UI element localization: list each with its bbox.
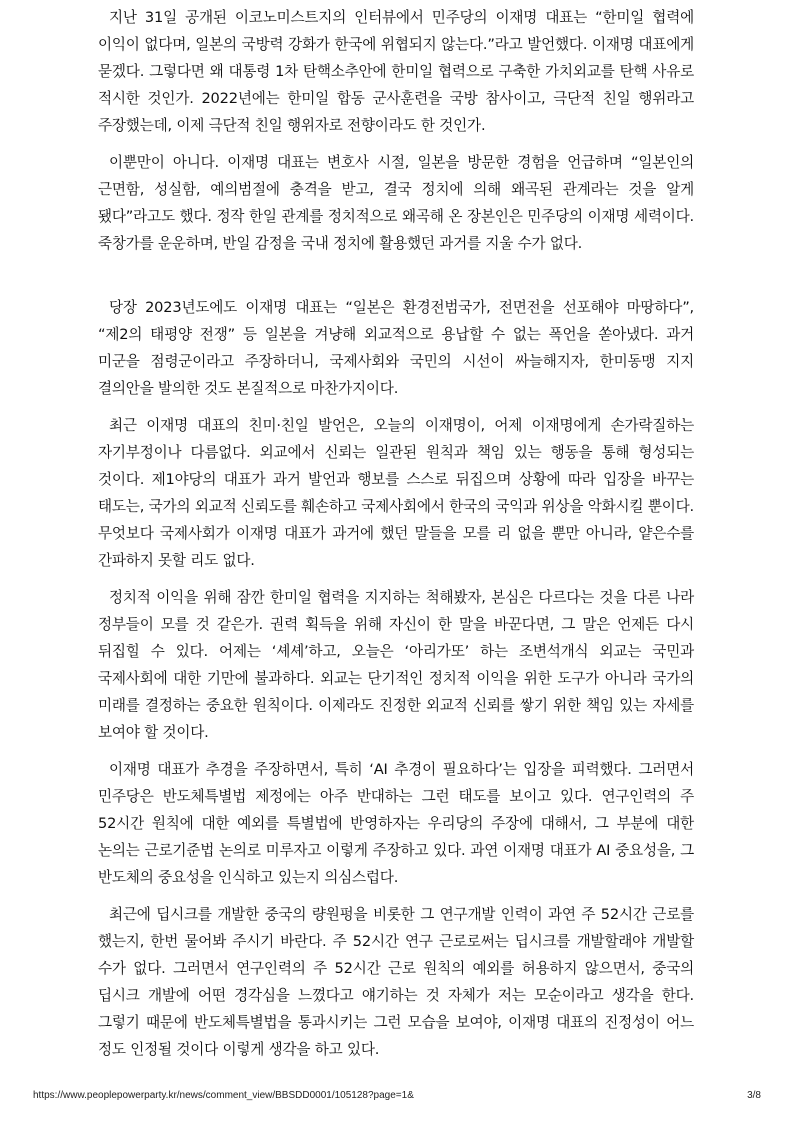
footer-url: https://www.peoplepowerparty.kr/news/comment_view/BBSDD0001/105128?page=1& <box>33 1090 414 1101</box>
print-footer <box>33 1090 761 1101</box>
article-body <box>98 5 694 1058</box>
paragraph-7: 최근에 딥시크를 개발한 중국의 량원펑을 비롯한 그 연구개발 인력이 과연 주 52시간 근로를 했는지, 한번 물어봐 주시기 바란다. 주 52시간 연구 근로로써는 딥시크를 개발할래야 개발할 수가 없다. 그러면서 연구인력의 주 52시간 근로 원칙의 예외를 허용하지 않으면서, 중국의 딥시크 개발에 어떤 경각심을 느꼈다고 얘기하는 것 자체가 저는 모순이라고 생각을 한다. 그렇기 때문에 반도체특별법을 통과시키는 그런 모습을 보여야, 이재명 대표의 진정성이 어느 정도 인정될 것이다 이렇게 생각을 하고 있다. <box>98 906 694 1058</box>
paragraph-5: 정치적 이익을 위해 잠깐 한미일 협력을 지지하는 척해봤자, 본심은 다르다는 것을 다른 나라 정부들이 모를 것 같은가. 권력 획득을 위해 자신이 한 말을 바꾼다면, 그 말은 언제든 다시 뒤집힐 수 있다. 어제는 ‘셰셰’하고, 오늘은 ‘아리가또’ 하는 조변석개식 외교는 국민과 국제사회에 대한 기만에 불과하다. 외교는 단기적인 정치적 이익을 위한 도구가 아니라 국가의 미래를 결정하는 중요한 원칙이다. 이제라도 진정한 외교적 신뢰를 쌓기 위한 책임 있는 자세를 보여야 할 것이다. <box>98 589 694 741</box>
paragraph-2: 이뿐만이 아니다. 이재명 대표는 변호사 시절, 일본을 방문한 경험을 언급하며 “일본인의 근면함, 성실함, 예의범절에 충격을 받고, 결국 정치에 의해 왜곡된 관계라는 것을 알게 됐다”라고도 했다. 정작 한일 관계를 정치적으로 왜곡해 온 장본인은 민주당의 이재명 세력이다. 죽창가를 운운하며, 반일 감정을 국내 정치에 활용했던 과거를 지울 수가 없다. <box>98 154 694 252</box>
page-number: 3/8 <box>747 1090 761 1101</box>
paragraph-3: 당장 2023년도에도 이재명 대표는 “일본은 환경전범국가, 전면전을 선포해야 마땅하다”, “제2의 태평양 전쟁” 등 일본을 겨냥해 외교적으로 용납할 수 없는 폭언을 쏟아냈다. 과거 미군을 점령군이라고 주장하더니, 국제사회와 국민의 시선이 싸늘해지자, 한미동맹 지지 결의안을 발의한 것도 본질적으로 마찬가지이다. <box>98 299 694 397</box>
paragraph-6: 이재명 대표가 추경을 주장하면서, 특히 ‘AI 추경이 필요하다’는 입장을 피력했다. 그러면서 민주당은 반도체특별법 제정에는 아주 반대하는 그런 태도를 보이고 있다. 연구인력의 주 52시간 원칙에 대한 예외를 특별법에 반영하자는 우리당의 주장에 대해서, 그 부분에 대한 논의는 근로기준법 논의로 미루자고 이렇게 주장하고 있다. 과연 이재명 대표가 AI 중요성을, 그 반도체의 중요성을 인식하고 있는지 의심스럽다. <box>98 761 694 886</box>
paragraph-4: 최근 이재명 대표의 친미·친일 발언은, 오늘의 이재명이, 어제 이재명에게 손가락질하는 자기부정이나 다름없다. 외교에서 신뢰는 일관된 원칙과 책임 있는 행동을 통해 형성되는 것이다. 제1야당의 대표가 과거 발언과 행보를 스스로 뒤집으며 상황에 따라 입장을 바꾸는 태도는, 국가의 외교적 신뢰도를 훼손하고 국제사회에서 한국의 국익과 위상을 악화시킬 뿐이다. 무엇보다 국제사회가 이재명 대표가 과거에 했던 말들을 모를 리 없을 뿐만 아니라, 얕은수를 간파하지 못할 리도 없다. <box>98 417 694 569</box>
paragraph-1: 지난 31일 공개된 이코노미스트지의 인터뷰에서 민주당의 이재명 대표는 “한미일 협력에 이익이 없다며, 일본의 국방력 강화가 한국에 위협되지 않는다.”라고 발언했다. 이재명 대표에게 묻겠다. 그렇다면 왜 대통령 1차 탄핵소추안에 한미일 협력으로 구축한 가치외교를 탄핵 사유로 적시한 것인가. 2022년에는 한미일 합동 군사훈련을 국방 참사이고, 극단적 친일 행위라고 주장했는데, 이제 극단적 친일 행위자로 전향이라도 한 것인가. <box>98 9 694 134</box>
